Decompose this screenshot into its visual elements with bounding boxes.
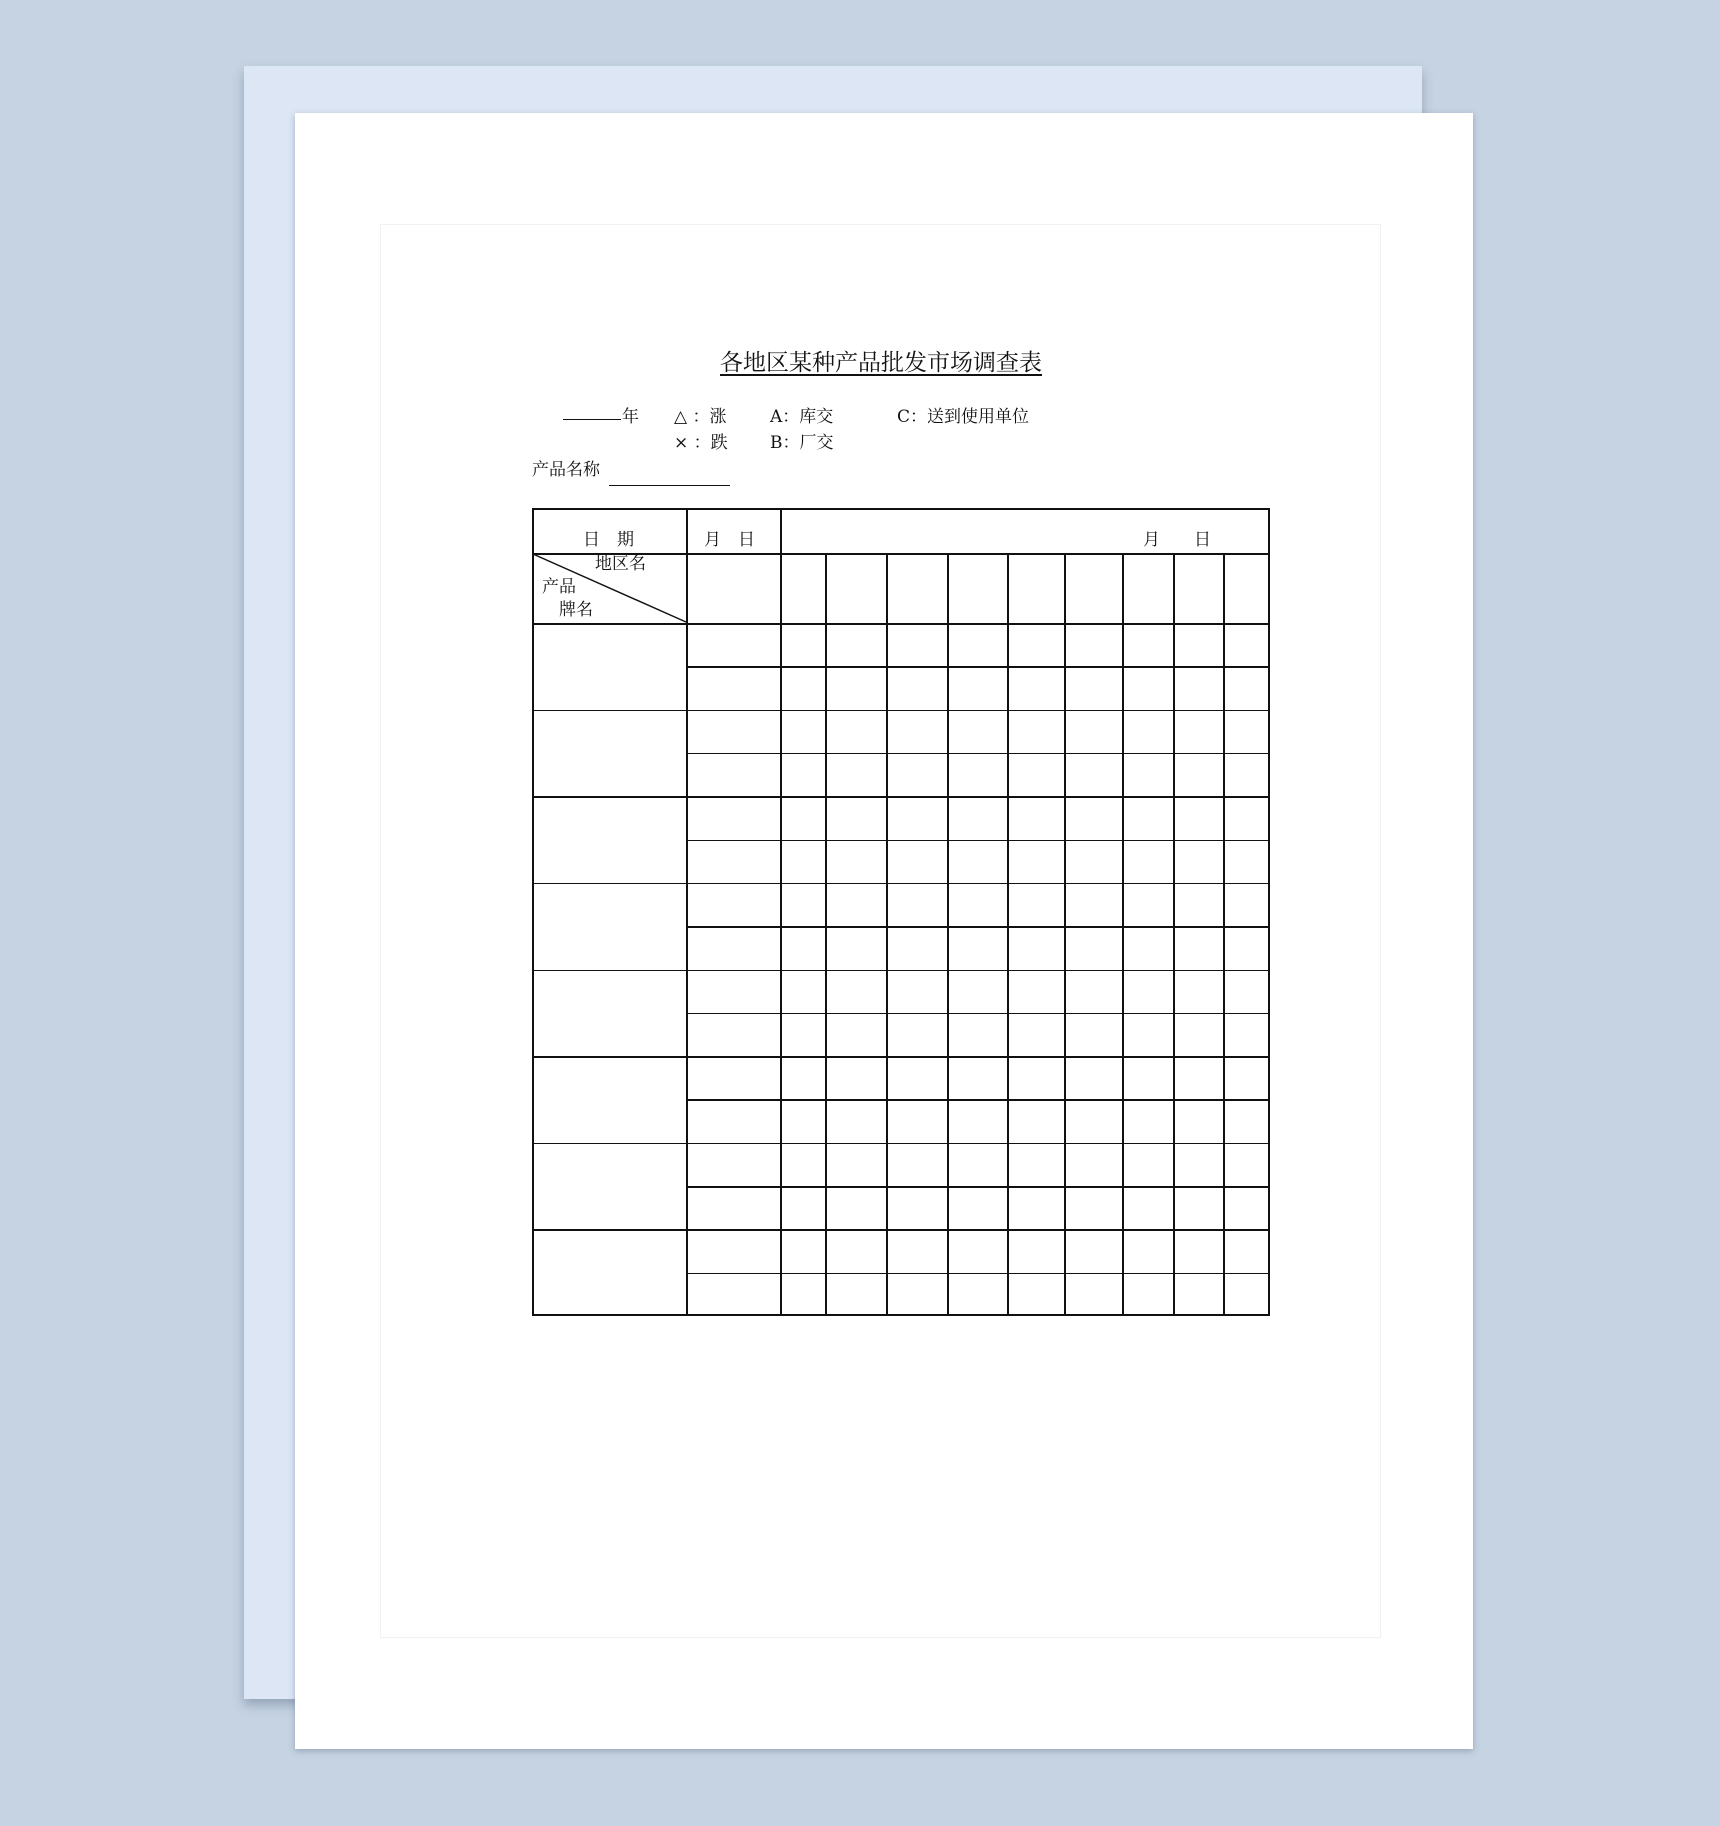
table-row-divider (686, 1186, 1270, 1188)
legend-b: B：厂交 (770, 433, 834, 453)
date-header-label: 日 期 (583, 530, 634, 550)
second-date-header: 月 日 (1143, 530, 1211, 550)
subheader-divider (532, 623, 1270, 625)
year-blank-line (563, 419, 621, 420)
date-column-divider (780, 508, 782, 1316)
product-name-blank-line (609, 485, 730, 486)
table-row-divider (532, 970, 1270, 972)
table-row-divider (532, 1143, 1270, 1145)
survey-table (532, 508, 1270, 1316)
table-row-divider (532, 1229, 1270, 1231)
table-row-divider (686, 753, 1270, 755)
table-row-divider (532, 883, 1270, 885)
fall-legend: × ：跌 (674, 433, 728, 453)
table-row-divider (532, 710, 1270, 712)
year-label: 年 (622, 407, 639, 427)
name-column-divider (686, 508, 688, 1316)
table-row-divider (686, 1013, 1270, 1015)
product-label: 产品 (542, 577, 576, 597)
first-date-header: 月 日 (704, 530, 755, 550)
table-row-divider (686, 840, 1270, 842)
product-name-label: 产品名称 (532, 460, 600, 480)
document-title: 各地区某种产品批发市场调查表 (720, 350, 1042, 376)
table-row-divider (686, 1273, 1270, 1275)
table-row-divider (686, 1099, 1270, 1101)
table-row-divider (686, 666, 1270, 668)
legend-a: A：库交 (770, 407, 834, 427)
brand-name-label: 牌名 (559, 600, 593, 620)
table-row-divider (532, 796, 1270, 798)
region-name-label: 地区名 (595, 554, 646, 574)
table-row-divider (686, 926, 1270, 928)
rise-legend: △ ：涨 (674, 407, 727, 427)
table-row-divider (532, 1056, 1270, 1058)
legend-c: C：送到使用单位 (897, 407, 1030, 427)
